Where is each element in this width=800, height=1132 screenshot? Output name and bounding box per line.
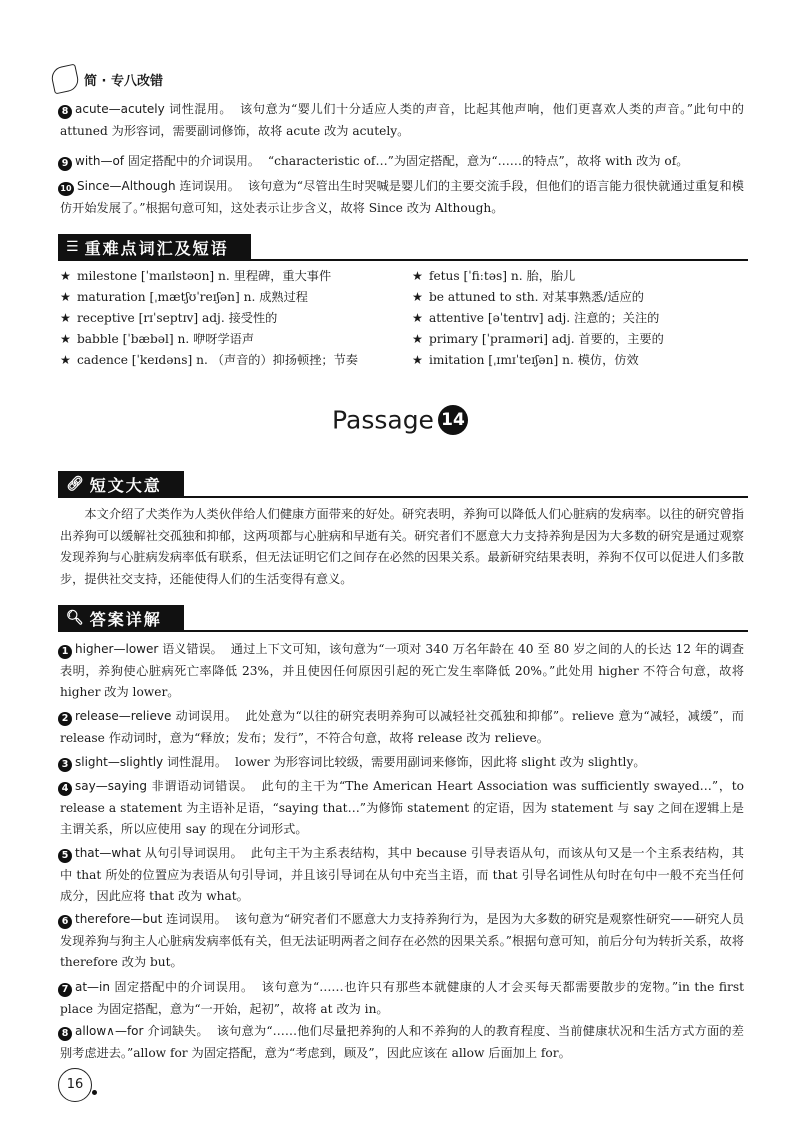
item-number-badge: 7 [58, 983, 72, 997]
answers-section-banner [58, 605, 184, 631]
vocab-entry: ★ be attuned to sth. 对某事熟悉/适应的 [412, 290, 644, 304]
banner-rule [58, 496, 748, 498]
answers-section-title: 答案详解 [89, 609, 162, 629]
item-error-type: 固定搭配中的介词误用。 [127, 154, 260, 168]
item-explanation: 通过上下文可知，该句意为“一项对 340 万名年龄在 40 至 80 岁之间的人的长达 12 年的调查表明，养狗使心脏病死亡率降低 23%，并且使因任何原因引起的死亡发生率降低 20%。”此处用 higher 不符合句意，故将 higher 改为 lower。 [60, 642, 744, 699]
item-correction: slight—slightly [75, 755, 164, 769]
vocab-entry: ★ attentive [əˈtentɪv] adj. 注意的；关注的 [412, 311, 660, 325]
answer-item-2 [60, 706, 744, 749]
item-explanation: 该句意为“……他们尽量把养狗的人和不养狗的人的教育程度、当前健康状况和生活方式方面的差别考虑进去。”allow for 为固定搭配，意为“考虑到，顾及”，因此应该在 allow 后面加上 for。 [60, 1024, 744, 1060]
vocab-list-left [60, 266, 358, 371]
item-correction: with—of [75, 154, 125, 168]
vocab-entry: ★ fetus [ˈfiːtəs] n. 胎，胎儿 [412, 269, 576, 283]
summary-section-title: 短文大意 [89, 475, 162, 495]
item-explanation: lower 为形容词比较级，需要用副词来修饰，因此将 slight 改为 slightly。 [235, 755, 646, 769]
star-icon: ★ [412, 290, 423, 304]
page-number-dot [92, 1090, 97, 1095]
answer-item-8 [60, 1021, 744, 1064]
star-icon: ★ [412, 311, 423, 325]
item-error-type: 动词误用。 [175, 709, 238, 723]
item-correction: higher—lower [75, 642, 159, 656]
vocab-entry: ★ imitation [ˌɪmɪˈteɪʃən] n. 模仿，仿效 [412, 353, 639, 367]
star-icon: ★ [412, 332, 423, 346]
page-number: 16 [58, 1068, 92, 1102]
prev-item-10 [60, 176, 744, 219]
item-number-badge: 6 [58, 915, 72, 929]
item-correction: at—in [75, 980, 110, 994]
vocab-entry: ★ maturation [ˌmætʃʊˈreɪʃən] n. 成熟过程 [60, 290, 308, 304]
star-icon: ★ [60, 269, 71, 283]
item-number-badge: 8 [58, 1027, 72, 1041]
item-correction: allow∧—for [75, 1024, 144, 1038]
item-correction: release—relieve [75, 709, 172, 723]
running-header-text: 简 · 专八改错 [84, 73, 163, 89]
link-icon: 🔗︎ [66, 476, 84, 492]
item-error-type: 词性混用。 [169, 102, 232, 116]
vocab-entry: ★ receptive [rɪˈseptɪv] adj. 接受性的 [60, 311, 278, 325]
item-explanation: 此处意为“以往的研究表明养狗可以减轻社交孤独和抑郁”。relieve 意为“减轻，减缓”，而 release 作动词时，意为“释放；发布；发行”，不符合句意，故将 release 改为 relieve。 [60, 709, 744, 745]
passage-number-badge: 14 [438, 405, 468, 435]
answer-item-7 [60, 977, 744, 1020]
banner-rule [58, 259, 748, 261]
item-error-type: 语义错误。 [162, 642, 223, 656]
magnifier-icon: 🔍︎ [66, 610, 84, 626]
answer-item-3 [60, 752, 744, 774]
item-number-badge: 8 [58, 105, 72, 119]
answer-item-1 [60, 639, 744, 704]
summary-paragraph: 本文介绍了犬类作为人类伙伴给人们健康方面带来的好处。研究表明，养狗可以降低人们心脏病的发病率。以往的研究曾指出养狗可以缓解社交孤独和抑郁，这两项都与心脏病和早逝有关。研究者们不愿意大力支持养狗是因为大多数的研究是通过观察发现养狗与心脏病发病率低有联系，但无法证明它们之间存在必然的因果关系。最新研究结果表明，养狗不仅可以促进人们多散步，提供社交支持，还能使得人们的生活变得有意义。 [60, 507, 744, 586]
item-explanation: 该句意为“研究者们不愿意大力支持养狗行为，是因为大多数的研究是观察性研究——研究人员发现养狗与狗主人心脏病发病率低有关，但无法证明两者之间存在必然的因果关系。”根据句意可知，前后分句为转折关系，故将 therefore 改为 but。 [60, 912, 745, 969]
item-error-type: 非谓语动词错误。 [151, 779, 254, 793]
vocab-list-right [412, 266, 664, 371]
vocab-section-title: 重难点词汇及短语 [84, 238, 229, 258]
header-bracket-icon [50, 64, 81, 95]
star-icon: ★ [60, 332, 71, 346]
prev-item-9 [60, 151, 744, 173]
item-correction: that—what [75, 846, 141, 860]
item-correction: acute—acutely [75, 102, 165, 116]
item-error-type: 介词缺失。 [147, 1024, 209, 1038]
item-explanation: 该句意为“尽管出生时哭喊是婴儿们的主要交流手段，但他们的语言能力很快就通过重复和模仿开始发展了。”根据句意可知，这处表示让步含义，故将 Since 改为 Although。 [60, 179, 744, 215]
prev-item-8 [60, 99, 744, 142]
item-number-badge: 10 [58, 182, 74, 196]
star-icon: ★ [412, 269, 423, 283]
item-error-type: 连词误用。 [179, 179, 240, 193]
item-number-badge: 2 [58, 712, 72, 726]
star-icon: ★ [412, 353, 423, 367]
item-error-type: 连词误用。 [166, 912, 227, 926]
vocab-entry: ★ cadence [ˈkeɪdəns] n. （声音的）抑扬顿挫；节奏 [60, 353, 358, 367]
item-explanation: 此句主干为主系表结构，其中 because 引导表语从句，而该从句又是一个主系表结构，其中 that 所处的位置应为表语从句引导词，并且该引导词在从句中充当主语，而 that 引导名词性从句时在句中一般不充当任何成分，因此应将 that 改为 what。 [60, 846, 744, 903]
item-number-badge: 3 [58, 758, 72, 772]
item-correction: therefore—but [75, 912, 163, 926]
item-correction: say—saying [75, 779, 147, 793]
banner-rule [58, 630, 748, 632]
answer-item-5 [60, 843, 744, 908]
item-number-badge: 9 [58, 157, 72, 171]
vocab-entry: ★ primary [ˈpraɪməri] adj. 首要的，主要的 [412, 332, 664, 346]
star-icon: ★ [60, 353, 71, 367]
item-explanation: 该句意为“……也许只有那些本就健康的人才会买每天都需要散步的宠物。”in the first place 为固定搭配，意为“一开始，起初”，故将 at 改为 in。 [60, 980, 744, 1016]
passage-title [0, 405, 800, 435]
answer-item-4 [60, 776, 744, 841]
answer-item-6 [60, 909, 744, 974]
item-explanation: 此句的主干为“The American Heart Association was sufficiently swayed…”，to release a statement 为主语补足语，“saying that…”为修饰 statement 的定语，因为 statement 与 say 之间在逻辑上是主谓关系，所以应使用 say 的现在分词形式。 [60, 779, 744, 836]
vocab-entry: ★ milestone [ˈmaɪlstəʊn] n. 里程碑，重大事件 [60, 269, 332, 283]
item-error-type: 固定搭配中的介词误用。 [114, 980, 254, 994]
list-icon: ☰ [66, 239, 79, 255]
passage-word: Passage [332, 405, 434, 435]
item-explanation: “characteristic of…”为固定搭配，意为“……的特点”，故将 with 改为 of。 [267, 154, 689, 168]
item-number-badge: 5 [58, 849, 72, 863]
running-header [52, 66, 163, 92]
star-icon: ★ [60, 290, 71, 304]
item-error-type: 词性混用。 [167, 755, 228, 769]
item-number-badge: 1 [58, 645, 72, 659]
star-icon: ★ [60, 311, 71, 325]
item-correction: Since—Although [77, 179, 176, 193]
item-error-type: 从句引导词误用。 [144, 846, 243, 860]
item-number-badge: 4 [58, 782, 72, 796]
vocab-entry: ★ babble [ˈbæbəl] n. 咿呀学语声 [60, 332, 255, 346]
summary-section-banner [58, 471, 184, 497]
vocab-section-banner [58, 234, 251, 260]
item-explanation: 该句意为“婴儿们十分适应人类的声音，比起其他声响，他们更喜欢人类的声音。”此句中的 attuned 为形容词，需要副词修饰，故将 acute 改为 acutely。 [60, 102, 744, 138]
